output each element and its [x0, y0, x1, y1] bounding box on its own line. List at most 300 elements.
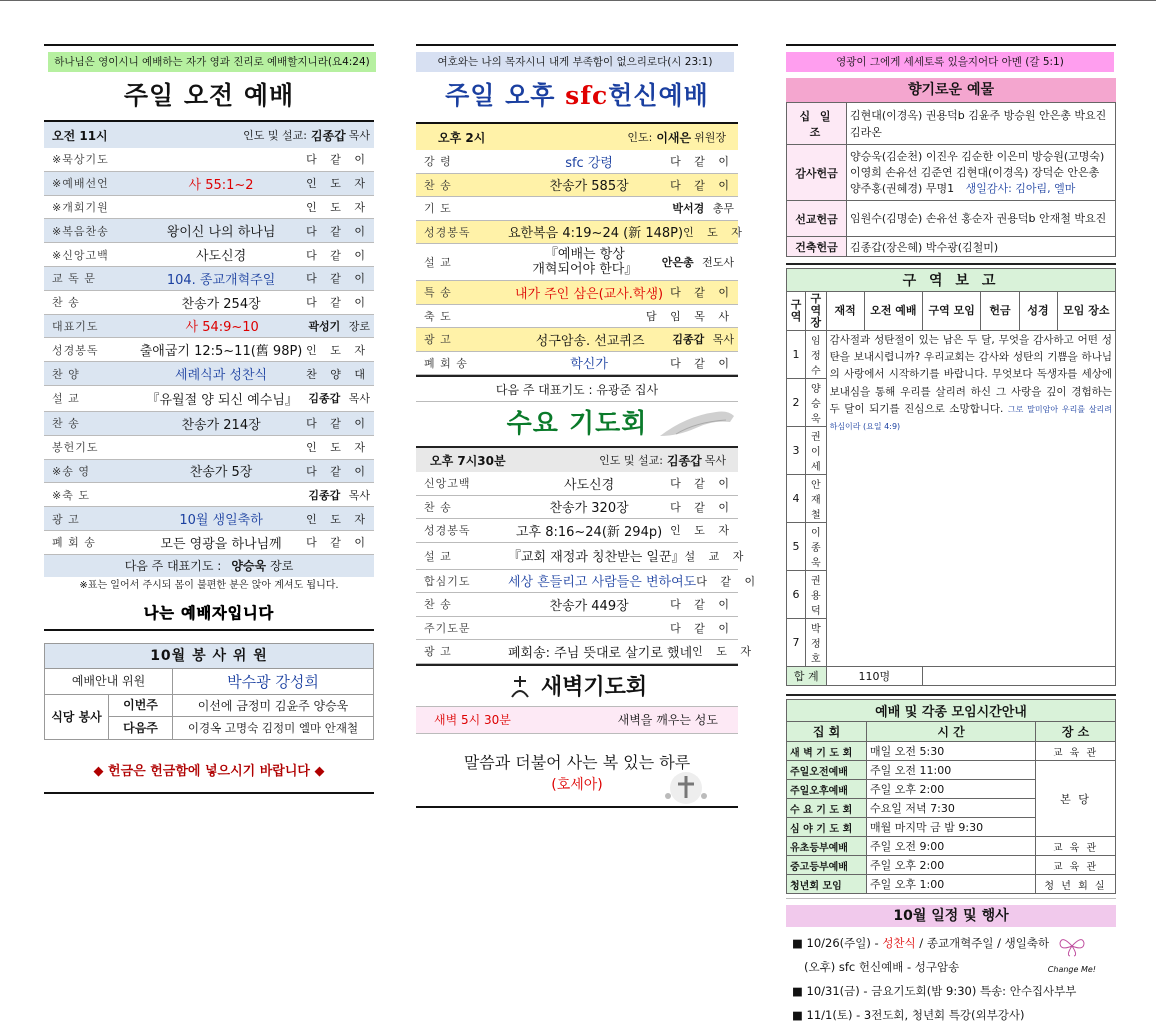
meeting-time: 수요일 저녁 7:30 — [867, 799, 1036, 818]
row-assignee: 인 도 자 — [306, 441, 370, 455]
table-row — [44, 219, 374, 242]
leader-role: 목사 — [348, 129, 370, 142]
morning-worship-column — [44, 44, 374, 794]
offering-notice: ◆ 헌금은 헌금함에 넣으시기 바랍니다 ◆ — [93, 763, 325, 779]
meeting-name: 유초등부예배 — [787, 837, 867, 856]
table-row — [787, 103, 1116, 145]
table-row — [44, 436, 374, 459]
divider — [44, 629, 374, 631]
service-header — [416, 124, 738, 150]
next-prayer: 다음 주 대표기도 : 유광준 집사 — [495, 383, 659, 397]
events-title: 10월 일정 및 행사 — [786, 905, 1116, 927]
wednesday-banner — [416, 402, 738, 446]
table-row — [44, 315, 374, 338]
table-row — [416, 472, 738, 495]
row-content-wrap — [136, 340, 306, 359]
cross-flowers-icon — [656, 766, 716, 806]
next-prayer — [44, 555, 374, 577]
row-content: 찬송가 5장 — [189, 465, 253, 481]
row-content-wrap — [136, 316, 308, 335]
row-assignee: 인 도 자 — [306, 343, 370, 357]
service-header — [44, 122, 374, 148]
event-text: / 종교개혁주일 / 생일축하 — [915, 936, 1050, 950]
offering-label: 십 일 조 — [787, 103, 847, 145]
leader-name: 이새은 — [656, 130, 692, 145]
next-prayer-label: 다음 주 대표기도 : — [124, 559, 222, 574]
row-assignee: 다 같 이 — [306, 536, 370, 550]
wed-time: 오후 7시30분 — [430, 453, 506, 468]
meeting-time: 주일 오후 1:00 — [867, 875, 1036, 894]
list-item: ■ 11/1(토) - 3전도회, 청년회 특강(외부강사) — [792, 1008, 1025, 1022]
event-text: ■ 10/26(주일) - — [792, 936, 883, 950]
list-item: (오후) sfc 헌신예배 - 성구암송 — [804, 960, 960, 974]
row-content-wrap — [136, 533, 306, 552]
divider — [786, 898, 1116, 899]
table-row — [787, 761, 1116, 780]
table-row — [44, 196, 374, 219]
leader-label: 인도: — [627, 131, 653, 144]
table-row — [416, 221, 747, 244]
row-assignee: 인 도 자 — [670, 524, 734, 538]
schedule-header-row — [787, 722, 1116, 742]
kitchen-section — [45, 694, 373, 739]
title-part: 주일 오후 — [445, 81, 566, 110]
row-content-wrap — [508, 247, 662, 277]
offering-names-cell — [847, 145, 1116, 201]
row-label: 축 도 — [424, 309, 452, 323]
butterfly-icon — [1058, 935, 1086, 957]
row-content-wrap — [136, 293, 306, 312]
row-assignee — [662, 254, 738, 270]
district-no: 1 — [787, 331, 806, 379]
table-row — [416, 617, 738, 640]
meeting-time: 주일 오전 9:00 — [867, 837, 1036, 856]
row-label: 광 고 — [424, 645, 452, 659]
row-content-wrap — [136, 221, 306, 240]
row-content-wrap — [136, 509, 306, 528]
meeting-place: 교 육 관 — [1036, 837, 1116, 856]
row-content-wrap — [508, 497, 670, 516]
row-label: 성경봉독 — [52, 343, 99, 357]
offering-label: 건축헌금 — [787, 237, 847, 257]
wednesday-title: 수요 기도회 — [506, 409, 648, 439]
kitchen-label: 식당 봉사 — [45, 695, 109, 739]
kitchen-week: 다음주 — [109, 717, 173, 739]
divider — [44, 792, 374, 794]
leader-name: 김종갑 — [310, 128, 346, 143]
row-assignee: 다 같 이 — [306, 417, 370, 431]
row-content-wrap — [508, 353, 670, 372]
row-assignee: 설 교 자 — [684, 549, 749, 563]
row-person: 김종갑 — [672, 333, 705, 347]
meeting-place: 청 년 회 실 — [1036, 875, 1116, 894]
dawn-desc: 새벽을 깨우는 성도 — [617, 713, 718, 727]
meeting-time: 매월 마지막 금 밤 9:30 — [867, 818, 1036, 837]
row-content-wrap — [508, 330, 672, 349]
meeting-time: 주일 오후 2:00 — [867, 856, 1036, 875]
kitchen-names: 이경옥 고명숙 김정미 엘마 안재철 — [187, 720, 359, 735]
district-no: 3 — [787, 427, 806, 475]
next-prayer-name: 양승욱 — [231, 559, 267, 574]
row-label: 봉헌기도 — [52, 441, 99, 455]
row-content: sfc 강령 — [565, 155, 613, 171]
volunteer-box — [44, 643, 374, 740]
row-person: 김종갑 — [308, 488, 341, 502]
row-content: 104. 종교개혁주일 — [166, 272, 276, 288]
district-leader: 양승욱 — [806, 379, 827, 427]
row-content-wrap — [508, 152, 670, 171]
row-content-wrap — [136, 245, 306, 264]
usher-row — [45, 668, 373, 694]
row-label: 설 교 — [424, 549, 452, 563]
usher-label: 예배안내 위원 — [45, 668, 173, 694]
row-content: 사도신경 — [563, 477, 615, 493]
table-row — [44, 386, 374, 411]
divider — [786, 694, 1116, 696]
row-assignee: 다 같 이 — [696, 574, 761, 588]
row-label: ※예배선언 — [52, 177, 109, 191]
row-label: 찬 송 — [424, 500, 452, 514]
change-me-text: Change Me! — [1047, 965, 1096, 974]
row-content: 찬송가 214장 — [181, 417, 261, 433]
page-title — [416, 76, 738, 116]
dawn-title: 새벽기도회 — [540, 675, 648, 700]
row-label: 합심기도 — [424, 574, 471, 588]
dawn-row — [416, 706, 738, 734]
meeting-name: 주일오후예배 — [787, 780, 867, 799]
meeting-place: 교 육 관 — [1036, 742, 1116, 761]
row-content-wrap — [508, 474, 670, 493]
row-content-wrap — [508, 595, 670, 614]
row-content-wrap — [136, 269, 306, 288]
row-assignee — [308, 487, 374, 503]
row-content-wrap — [508, 571, 696, 590]
row-content: 모든 영광을 하나님께 — [160, 536, 282, 552]
kitchen-week: 이번주 — [109, 694, 173, 716]
district-leader: 권용덕 — [806, 571, 827, 619]
column-header: 장 소 — [1036, 722, 1116, 742]
table-row — [787, 145, 1116, 201]
divider — [416, 806, 738, 808]
table-row — [44, 531, 374, 554]
table-row — [44, 483, 374, 506]
row-content-wrap — [508, 283, 670, 302]
schedule-table — [786, 699, 1116, 894]
row-content: 『교회 재정과 칭찬받는 일꾼』 — [508, 550, 685, 565]
row-assignee: 다 같 이 — [306, 272, 370, 286]
row-label: 성경봉독 — [424, 524, 471, 538]
row-assignee: 인 도 자 — [692, 645, 757, 659]
row-assignee: 다 같 이 — [670, 500, 734, 514]
row-assignee — [308, 390, 374, 406]
schedule-title: 예배 및 각종 모임시간안내 — [787, 700, 1116, 722]
row-label: 폐 회 송 — [52, 536, 96, 550]
row-label: ※신앙고백 — [52, 248, 109, 262]
table-row — [416, 150, 738, 173]
row-content: 찬송가 449장 — [549, 598, 629, 614]
meeting-name: 중고등부예배 — [787, 856, 867, 875]
dawn-banner — [416, 666, 738, 706]
offering-label: 감사헌금 — [787, 145, 847, 201]
table-row — [416, 352, 738, 375]
divider — [786, 263, 1116, 265]
row-label: 찬 송 — [52, 296, 80, 310]
praying-hands-icon — [656, 406, 736, 440]
row-label: ※복음찬송 — [52, 224, 109, 238]
events-list — [786, 927, 1116, 1027]
closing-ref: (호세아) — [551, 776, 603, 793]
table-row — [44, 338, 374, 361]
table-row — [787, 237, 1116, 257]
row-content: 세상 흔들리고 사람들은 변하여도 — [508, 575, 697, 591]
page-title: 주일 오전 예배 — [123, 81, 295, 110]
district-leader: 임정수 — [806, 331, 827, 379]
row-content: 내가 주인 삼은(교사.학생) — [515, 286, 664, 302]
leader-name: 김종갑 — [666, 453, 702, 468]
column-header: 오전 예배 — [864, 292, 922, 331]
next-prayer-role: 장로 — [270, 559, 294, 574]
row-assignee: 인 도 자 — [306, 200, 370, 214]
closing-phrase: 말씀과 더불어 사는 복 있는 하루 — [463, 752, 691, 772]
row-assignee: 다 같 이 — [306, 296, 370, 310]
service-time: 오전 11시 — [52, 128, 108, 143]
verse-banner: 하나님은 영이시니 예배하는 자가 영과 진리로 예배할지니라(요4:24) — [48, 52, 376, 72]
wednesday-header — [416, 448, 738, 472]
row-assignee: 다 같 이 — [670, 356, 734, 370]
meeting-name: 청년회 모임 — [787, 875, 867, 894]
row-label: 설 교 — [424, 256, 452, 269]
district-header-row — [787, 292, 1116, 331]
column-header: 성경 — [1019, 292, 1057, 331]
meeting-time: 주일 오후 2:00 — [867, 780, 1036, 799]
table-row — [416, 543, 749, 569]
row-assignee: 다 같 이 — [670, 477, 734, 491]
row-content-wrap — [136, 389, 308, 408]
verse-banner: 여호와는 나의 목자시니 내게 부족함이 없으리로다(시 23:1) — [416, 52, 734, 72]
table-row — [416, 328, 738, 351]
meeting-name: 수 요 기 도 회 — [787, 799, 867, 818]
row-label: ※송 영 — [52, 464, 90, 478]
offering-title: 향기로운 예물 — [786, 78, 1116, 102]
row-label: ※축 도 — [52, 488, 90, 502]
district-no: 7 — [787, 619, 806, 667]
row-label: 찬 양 — [52, 367, 80, 381]
row-content: 요한복음 4:19~24 (新 148P) — [508, 226, 684, 242]
row-assignee: 인 도 자 — [306, 512, 370, 526]
table-row — [416, 593, 738, 616]
district-no: 4 — [787, 475, 806, 523]
row-assignee: 찬 양 대 — [306, 367, 370, 381]
table-row — [416, 281, 738, 304]
leader-role: 위원장 — [694, 131, 726, 144]
row-content: 찬송가 585장 — [549, 179, 629, 195]
district-leader: 권이세 — [806, 427, 827, 475]
row-content: 고후 8:16~24(新 294p) — [515, 524, 663, 540]
row-person: 김종갑 — [308, 392, 341, 406]
row-label: 대표기도 — [52, 319, 99, 333]
row-content: 찬송가 254장 — [181, 296, 261, 312]
row-label: 설 교 — [52, 392, 80, 406]
afternoon-worship-column — [416, 44, 761, 808]
title-part: 헌신예배 — [608, 81, 709, 110]
kitchen-row — [109, 695, 373, 717]
row-label: 성경봉독 — [424, 225, 471, 239]
meeting-place: 교 육 관 — [1036, 856, 1116, 875]
row-person: 안은총 — [661, 256, 694, 269]
row-label: 광 고 — [52, 512, 80, 526]
order-of-service — [416, 150, 747, 375]
wednesday-order — [416, 472, 761, 664]
verse-banner: 영광이 그에게 세세토록 있을지어다 아멘 (갈 5:1) — [786, 52, 1114, 72]
table-row — [44, 460, 374, 483]
total-value: 110명 — [826, 667, 922, 686]
volunteer-title: 10월 봉 사 위 원 — [45, 644, 373, 668]
row-role: 목사 — [348, 488, 370, 502]
row-label: ※개회기원 — [52, 200, 109, 214]
column-header: 모임 장소 — [1057, 292, 1115, 331]
row-role: 총무 — [712, 202, 734, 216]
row-content: 출애굽기 12:5~11(舊 98P) — [139, 344, 303, 360]
cross-person-icon — [507, 673, 533, 699]
total-label: 합 계 — [787, 667, 827, 686]
row-content: 사도신경 — [195, 249, 247, 265]
row-role: 전도사 — [702, 256, 734, 269]
row-assignee — [672, 331, 738, 347]
row-assignee: 다 같 이 — [670, 155, 734, 169]
row-role: 목사 — [348, 392, 370, 406]
birthday-offering: 생일감사: 김아림, 엘마 — [965, 181, 1076, 195]
top-border — [0, 0, 1156, 1]
table-row — [416, 640, 757, 663]
column-header: 집 회 — [787, 722, 867, 742]
row-content-wrap — [136, 461, 306, 480]
leader-role: 목사 — [704, 454, 726, 467]
row-assignee: 다 같 이 — [670, 178, 734, 192]
column-header: 구역 — [787, 292, 806, 331]
row-content: 왕이신 나의 하나님 — [166, 225, 276, 241]
table-row — [787, 201, 1116, 237]
column-header: 시 간 — [867, 722, 1036, 742]
row-content-wrap — [136, 364, 306, 383]
row-content: 학신가 — [570, 357, 608, 373]
row-content-wrap — [508, 222, 683, 241]
row-assignee: 다 같 이 — [306, 153, 370, 167]
meeting-name: 심 야 기 도 회 — [787, 818, 867, 837]
column-header: 재적 — [826, 292, 864, 331]
row-label: 찬 송 — [424, 598, 452, 612]
row-role: 장로 — [348, 319, 370, 333]
row-person: 박서경 — [672, 202, 705, 216]
table-row — [416, 197, 738, 220]
row-content: 성구암송. 선교퀴즈 — [535, 333, 645, 349]
row-label: 찬 송 — [424, 178, 452, 192]
table-row — [416, 519, 738, 542]
table-row — [787, 856, 1116, 875]
table-row — [44, 243, 374, 266]
kitchen-row — [109, 717, 373, 739]
table-row — [416, 570, 761, 593]
change-me-badge — [1048, 935, 1096, 975]
row-assignee: 다 같 이 — [670, 621, 734, 635]
row-content: 사 54:9~10 — [185, 320, 259, 336]
row-label: 기 도 — [424, 202, 452, 216]
row-content: 『유월절 양 되신 예수님』 — [146, 392, 298, 408]
row-content: 『예배는 항상 개혁되어야 한다』 — [532, 247, 638, 277]
row-content-wrap — [508, 175, 670, 194]
table-row — [787, 667, 1116, 686]
table-row — [787, 331, 1116, 379]
district-leader: 박정호 — [806, 619, 827, 667]
row-content-wrap — [508, 642, 692, 661]
row-assignee: 인 도 자 — [306, 177, 370, 191]
leader-label: 인도 및 설교: — [599, 454, 663, 467]
row-label: 특 송 — [424, 286, 452, 300]
meeting-time: 주일 오전 11:00 — [867, 761, 1036, 780]
row-assignee — [672, 200, 738, 216]
meeting-name: 새 벽 기 도 회 — [787, 742, 867, 761]
row-assignee — [308, 318, 374, 334]
meeting-name: 주일오전예배 — [787, 761, 867, 780]
district-leader: 안재철 — [806, 475, 827, 523]
row-content: 10월 생일축하 — [179, 513, 263, 529]
row-content: 찬송가 320장 — [549, 501, 629, 517]
table-row — [44, 291, 374, 314]
district-no: 6 — [787, 571, 806, 619]
list-item: ■ 10/31(금) - 금요기도회(밤 9:30) 특송: 안수집사부부 — [792, 984, 1077, 998]
row-assignee: 다 같 이 — [670, 598, 734, 612]
table-row — [44, 362, 374, 385]
column-header: 구역 모임 — [923, 292, 981, 331]
offering-label: 선교헌금 — [787, 201, 847, 237]
table-row — [44, 267, 374, 290]
row-content: 사 55:1~2 — [188, 177, 254, 193]
row-person: 곽성기 — [308, 319, 341, 333]
kitchen-names: 이선에 금정미 김윤주 양승욱 — [197, 698, 349, 713]
standing-note: ※표는 일어서 주시되 몸이 불편한 분은 앉아 계셔도 됩니다. — [79, 579, 339, 591]
offering-names: 임원수(김명순) 손유선 홍순자 권용덕b 안재철 박요진 — [847, 201, 1116, 237]
offering-names: 김현대(이경옥) 권용덕b 김윤주 방승원 안은총 박요진 김라온 — [847, 103, 1116, 145]
row-label: 강 령 — [424, 155, 452, 169]
row-label: ※묵상기도 — [52, 153, 109, 167]
table-row — [44, 507, 374, 530]
leader-label: 인도 및 설교: — [243, 129, 307, 142]
row-content-wrap — [136, 414, 306, 433]
row-label: 광 고 — [424, 333, 452, 347]
event-highlight: 성찬식 — [882, 936, 916, 950]
row-role: 목사 — [712, 333, 734, 347]
row-content: 폐회송: 주님 뜻대로 살기로 했네 — [508, 645, 693, 661]
row-assignee: 다 같 이 — [306, 464, 370, 478]
table-row — [416, 305, 738, 328]
table-row — [44, 148, 374, 171]
table-row — [787, 742, 1116, 761]
table-row — [44, 172, 374, 195]
district-title: 구 역 보 고 — [787, 269, 1116, 292]
row-assignee: 인 도 자 — [683, 225, 747, 239]
row-content: 세례식과 성찬식 — [175, 368, 268, 384]
dawn-time: 새벽 5시 30분 — [434, 713, 511, 727]
row-assignee: 다 같 이 — [670, 286, 734, 300]
table-row — [787, 875, 1116, 894]
order-of-service — [44, 148, 374, 555]
row-label: 교 독 문 — [52, 272, 96, 286]
district-leader: 이종욱 — [806, 523, 827, 571]
table-row — [44, 412, 374, 435]
offering-names: 김종갑(장은혜) 박수광(김철미) — [847, 237, 1116, 257]
slogan: 나는 예배자입니다 — [143, 603, 275, 622]
row-label: 폐 회 송 — [424, 356, 468, 370]
row-content-wrap — [508, 521, 670, 540]
